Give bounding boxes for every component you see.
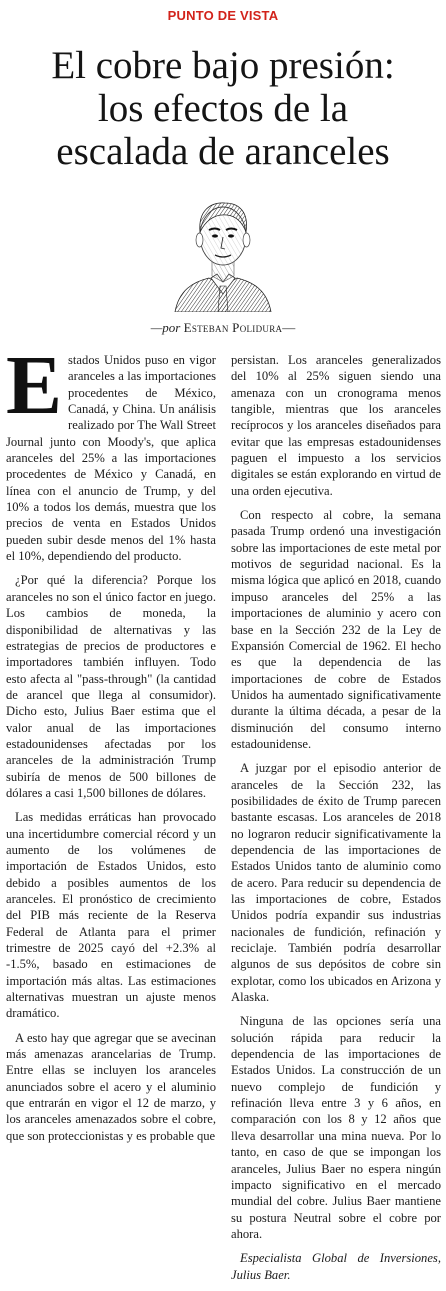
headline-line-3: escalada de aranceles (56, 130, 390, 173)
article-paragraph-4-continued: persistan. Los aranceles generalizados del 10% al 25% siguen siendo una amenaza con un cronograma menos tangible, mientras que los aranceles recíprocos y los aranceles diseñados para evitar que las empresas estadounidenses paguen el impuesto a los servicios digitales se están explorando en virtud de una orden ejecutiva. (231, 353, 441, 498)
section-kicker: PUNTO DE VISTA (167, 8, 279, 23)
drop-cap: E (6, 339, 63, 432)
headline-line-1: El cobre bajo presión: (51, 44, 395, 87)
byline (0, 320, 446, 336)
author-portrait (171, 190, 275, 312)
article-paragraph-1 (6, 339, 216, 564)
article-paragraph-2: ¿Por qué la diferencia? Porque los aranceles no son el único factor en juego. Los cambios de moneda, la disponibilidad de alternativas y las estrategias de precios de productores e importadores también influyen. Todo esto afecta al "pass-through" (la cantidad de arancel que llega al consumidor). Dicho esto, Julius Baer estima que el valor anual de las importaciones estadounidenses afectadas por los aranceles de la administración Trump subiría de menos de 500 billones de dólares a casi 1,500 billones de dólares. (6, 573, 216, 800)
article-paragraph-6: A juzgar por el episodio anterior de aranceles de la Sección 232, las posibilidades de éxito de Trump parecen bastante escasas. Los aranceles de 2018 no lograron reducir significativamente la dependencia de las importaciones de Estados Unidos tanto de aluminio como de acero. Para reducir su dependencia de las importaciones de cobre, Estados Unidos podría expandir sus industrias nacionales de fundición, refinación y reciclaje. También podría desarrollar algunos de sus depósitos de cobre sin explotar, como los ubicados en Arizona y Alaska. (231, 761, 441, 1005)
headline-line-2: los efectos de la (97, 87, 349, 130)
article-paragraph-5: Con respecto al cobre, la semana pasada Trump ordenó una investigación sobre las importaciones de este metal por motivos de seguridad nacional. Es la misma lógica que aplicó en 2018, cuando impuso aranceles del 25% a las importaciones de aluminio y acero con base en la Sección 232 de la Ley de Expansión Comercial de 1962. El hecho es que la dependencia de las importaciones de cobre de Estados Unidos ha aumentado significativamente durante la última década, a pesar de la disminución del consumo interno estadounidense. (231, 508, 441, 751)
author-signature: Especialista Global de Inversiones, Julius Baer. (231, 1251, 441, 1282)
byline-prefix: —por (150, 320, 181, 335)
article-paragraph-7: Ninguna de las opciones sería una solución rápida para reducir la dependencia de las importaciones de Estados Unidos. La construcción de un nuevo complejo de fundición y refinación lleva entre 3 y 6 años, en comparación con los 8 y 12 años que lleva desarrollar una mina nueva. Por lo tanto, en caso de que se impongan los aranceles, Julius Baer no espera ningún impacto significativo en el mercado mundial del cobre. Julius Baer mantiene su postura Neutral sobre el cobre por ahora. (231, 1014, 441, 1241)
article-column-2 (231, 352, 441, 1291)
portrait-icon (171, 190, 275, 312)
article-column-1 (6, 339, 216, 1152)
headline (10, 44, 436, 173)
byline-suffix: — (282, 320, 296, 335)
byline-author: Esteban Polidura (183, 320, 283, 335)
paragraph-1-text: stados Unidos puso en vigor aranceles a las importaciones procedentes de México, Canadá, y China. Un análisis realizado por The Wall Street Journal junto con Moody's, que aplica aranceles del 25% a las importaciones procedentes de México y Canadá, en línea con el anuncio de Trump, y del 10% a todos los demás, muestra que los precios de venta en Estados Unidos pueden subir desde menos del 1% hasta el 10%, dependiendo del producto. (6, 353, 216, 564)
article-paragraph-3: Las medidas erráticas han provocado una incertidumbre comercial récord y un aumento de los volúmenes de importación de Estados Unidos, esto debido a posibles aumentos de los aranceles. El pronóstico de crecimiento del PIB más reciente de la Reserva Federal de Atlanta para el primer trimestre de 2025 cayó del +2.3% al -1.5%, basado en estimaciones de importación más altas. Las estimaciones alternativas muestran un ajuste menos dramático. (6, 810, 216, 1021)
article-paragraph-4: A esto hay que agregar que se avecinan más amenazas arancelarias de Trump. Entre ellas se incluyen los aranceles anunciados sobre el acero y el aluminio que entrarán en vigor el 12 de marzo, y los aranceles amenazados sobre el cobre, que son proteccionistas y es probable que (6, 1030, 216, 1143)
